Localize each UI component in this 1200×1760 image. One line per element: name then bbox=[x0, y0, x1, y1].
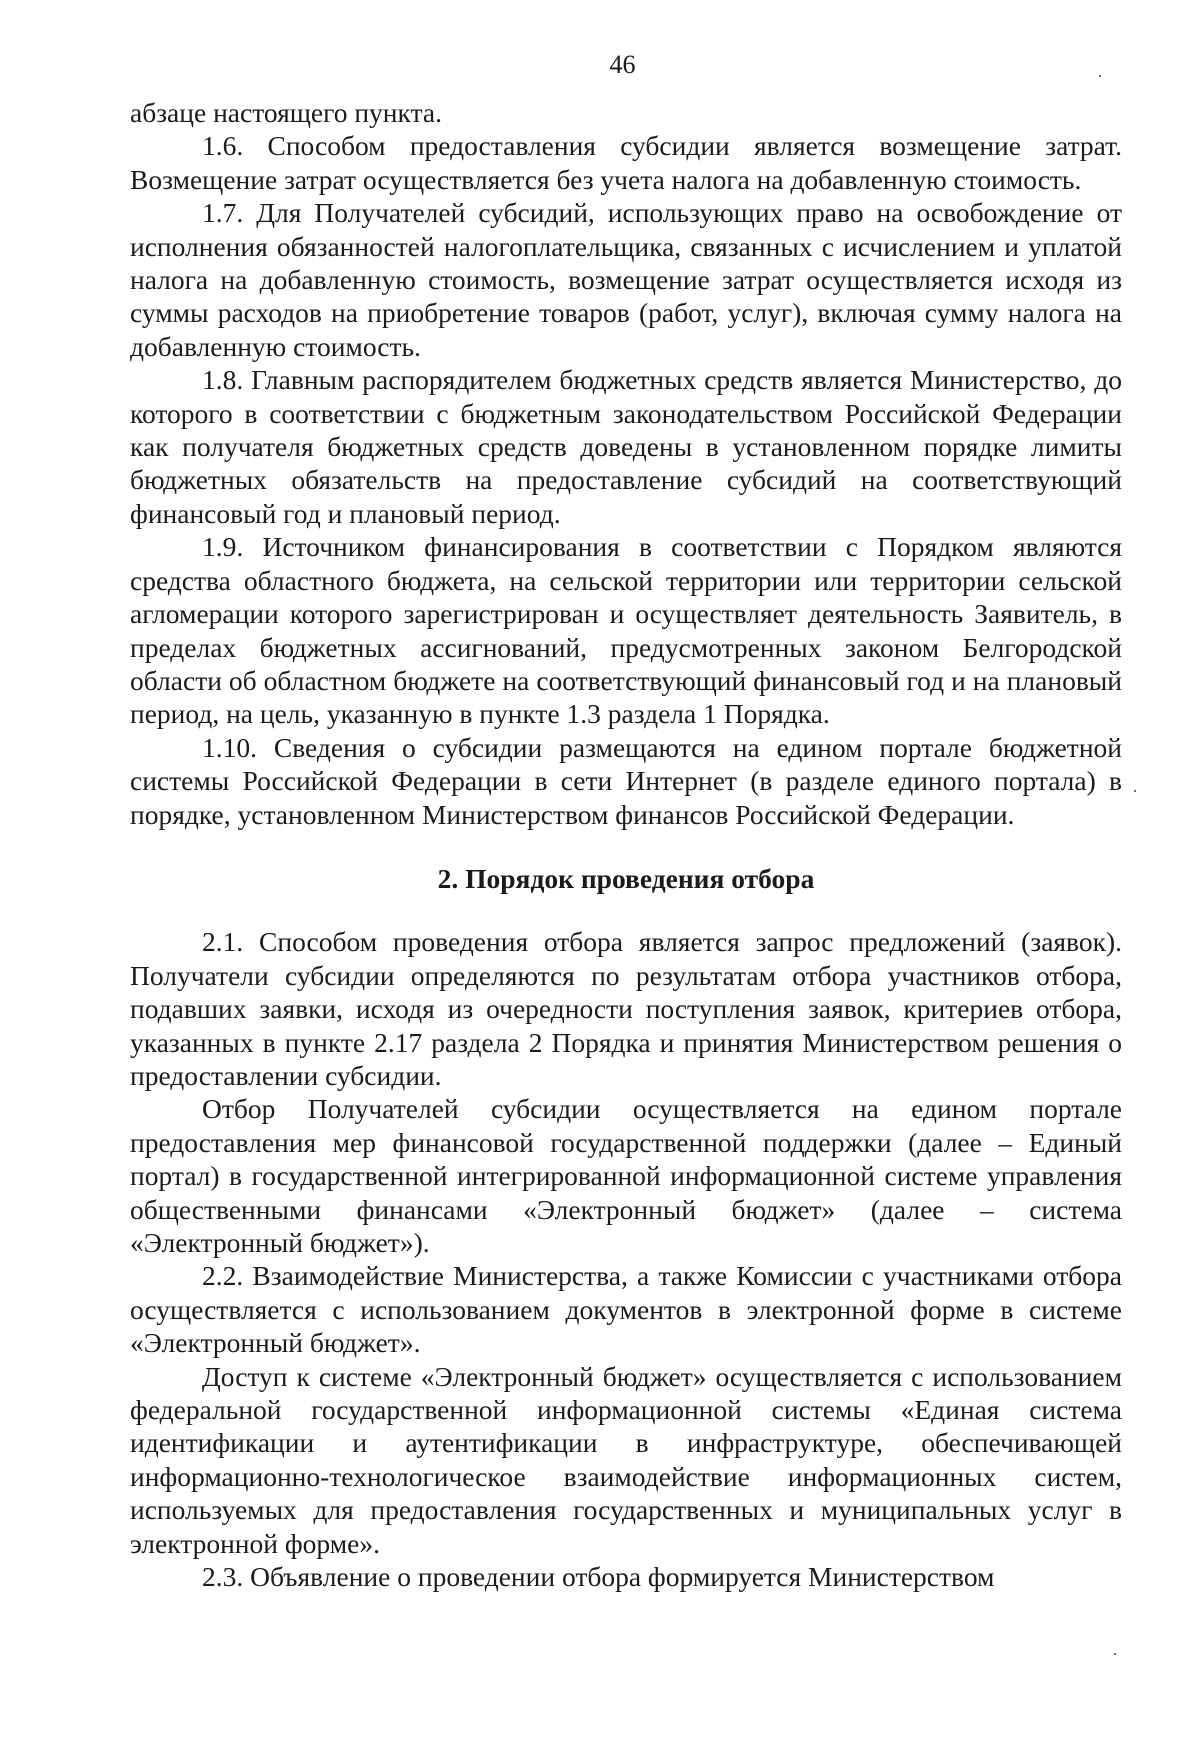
paragraph-1-9: 1.9. Источником финансирования в соответствии с Порядком являются средства областного бюджета, на сельской территории или территории сельской агломерации которого зарегистрирован и осуществляет деятельность Заявитель, в пределах бюджетных ассигнований, предусмотренных законом Белгородской области об областном бюджете на соответствующий финансовый год и на плановый период, на цель, указанную в пункте 1.3 раздела 1 Порядка. bbox=[130, 531, 1122, 730]
paragraph-1-10: 1.10. Сведения о субсидии размещаются на едином портале бюджетной системы Российской Федерации в сети Интернет (в разделе единого портала) в порядке, установленном Министерством финансов Российской Федерации. bbox=[130, 731, 1122, 830]
paragraph-access: Доступ к системе «Электронный бюджет» осуществляется с использованием федеральной государственной информационной системы «Единая система идентификации и аутентификации в инфраструктуре, обеспечивающей информационно-технологическое взаимодействие информационных систем, используемых для предоставления государственных и муниципальных услуг в электронной форме». bbox=[130, 1360, 1122, 1559]
paragraph-selection-portal: Отбор Получателей субсидии осуществляется на едином портале предоставления мер финансовой государственной поддержки (далее – Единый портал) в государственной интегрированной информационной системе управления общественными финансами «Электронный бюджет» (далее – система «Электронный бюджет»). bbox=[130, 1093, 1122, 1258]
paragraph-1-6: 1.6. Способом предоставления субсидии является возмещение затрат. Возмещение затрат осуществляется без учета налога на добавленную стоимость. bbox=[130, 130, 1122, 195]
paragraph-continuation: абзаце настоящего пункта. bbox=[130, 97, 442, 128]
paragraph-2-3: 2.3. Объявление о проведении отбора формируется Министерством bbox=[202, 1561, 995, 1593]
scan-speck-mark: · bbox=[1132, 781, 1138, 801]
paragraph-2-2: 2.2. Взаимодействие Министерства, а также Комиссии с участниками отбора осуществляется с использованием документов в электронной форме в системе «Электронный бюджет». bbox=[130, 1260, 1122, 1359]
document-body bbox=[130, 96, 1122, 1593]
paragraph-1-8: 1.8. Главным распорядителем бюджетных средств является Министерство, до которого в соответствии с бюджетным законодательством Российской Федерации как получателя бюджетных средств доведены в установленном порядке лимиты бюджетных обязательств на предоставление субсидий на соответствующий финансовый год и плановый период. bbox=[130, 364, 1122, 529]
page-number: 46 bbox=[609, 50, 636, 79]
section-heading: 2. Порядок проведения отбора bbox=[437, 862, 815, 894]
paragraph-1-7: 1.7. Для Получателей субсидий, использующих право на освобождение от исполнения обязанностей налогоплательщика, связанных с исчислением и уплатой налога на добавленную стоимость, возмещение затрат осуществляется исходя из суммы расходов на приобретение товаров (работ, услуг), включая сумму налога на добавленную стоимость. bbox=[130, 197, 1122, 362]
paragraph-2-1: 2.1. Способом проведения отбора является запрос предложений (заявок). Получатели субсидии определяются по результатам отбора участников отбора, подавших заявки, исходя из очередности поступления заявок, критериев отбора, указанных в пункте 2.17 раздела 2 Порядка и принятия Министерством решения о предоставлении субсидии. bbox=[130, 926, 1122, 1091]
scan-speck-mark: · bbox=[1097, 66, 1103, 86]
scan-speck-mark: · bbox=[1112, 1644, 1118, 1664]
